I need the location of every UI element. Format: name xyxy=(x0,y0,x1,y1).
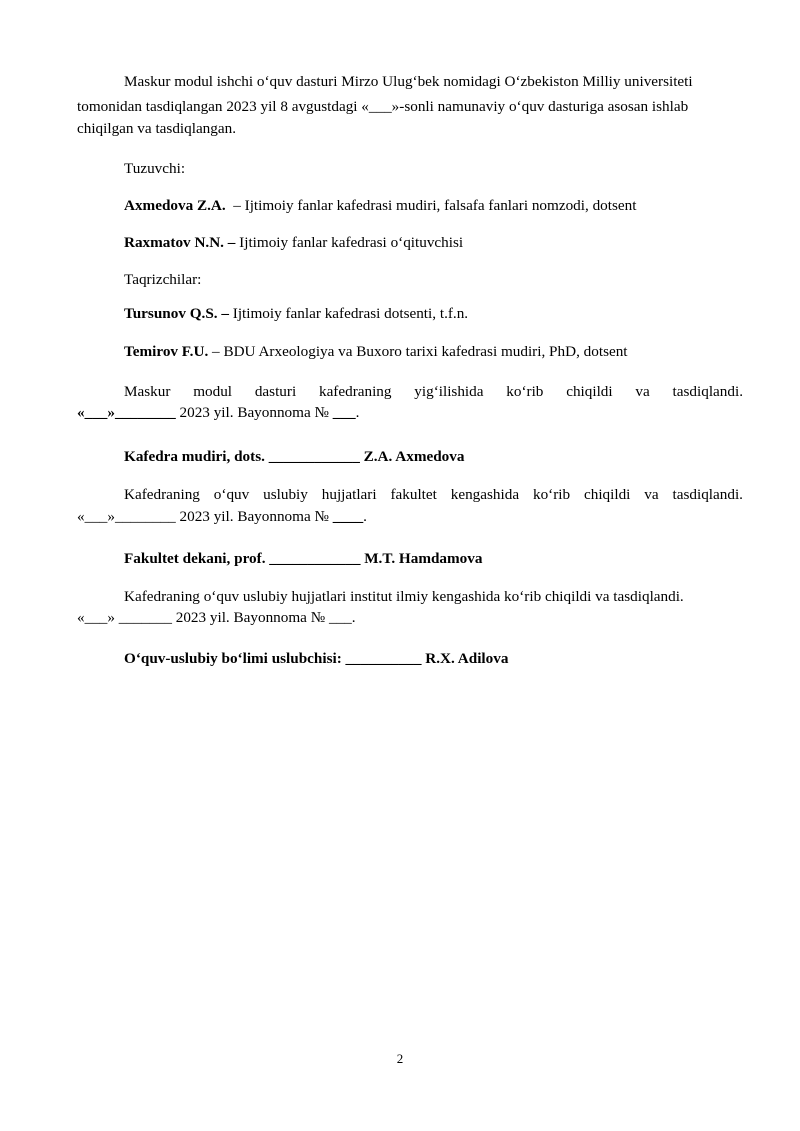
word: Maskur xyxy=(124,383,171,400)
word: modul xyxy=(193,383,233,400)
period: . xyxy=(355,404,360,421)
protocol-number-blank: ___ xyxy=(332,404,356,421)
reviewer-name: Temirov F.U. xyxy=(124,343,209,360)
word: o‘quv xyxy=(213,486,250,503)
reviewer-tursunov xyxy=(124,303,468,324)
signature-fakultet-dekani: Fakultet dekani, prof. ____________ M.T. Hamdamova xyxy=(124,550,483,567)
fakultet-approval-line-2 xyxy=(77,506,743,527)
date-line: «___»________ 2023 yil. Bayonnoma № xyxy=(77,508,333,525)
period: . xyxy=(363,508,367,525)
word: chiqildi xyxy=(566,383,613,400)
tuzuvchi-label: Tuzuvchi: xyxy=(124,160,186,177)
signature-kafedra-mudiri: Kafedra mudiri, dots. ____________ Z.A. Axmedova xyxy=(124,448,465,465)
word: va xyxy=(644,486,659,503)
reviewer-description: – BDU Arxeologiya va Buxoro tarixi kafedrasi mudiri, PhD, dotsent xyxy=(208,343,628,360)
protocol-number-blank: ____ xyxy=(332,508,364,525)
word: hujjatlari xyxy=(321,486,377,503)
word: tasdiqlandi. xyxy=(672,486,743,503)
signature-uslubchi: O‘quv-uslubiy bo‘limi uslubchisi: __________ R.X. Adilova xyxy=(124,650,509,667)
page-number: 2 xyxy=(396,1051,404,1066)
word: uslubiy xyxy=(263,486,308,503)
author-description: – Ijtimoiy fanlar kafedrasi mudiri, falsafa fanlari nomzodi, dotsent xyxy=(225,197,637,214)
intro-line-2: tomonidan tasdiqlangan 2023 yil 8 avgustdagi «___»-sonli namunaviy o‘quv dasturiga asosan ishlab xyxy=(77,98,689,115)
word: ko‘rib xyxy=(532,486,571,503)
author-description: Ijtimoiy fanlar kafedrasi o‘qituvchisi xyxy=(235,234,464,251)
reviewer-description: Ijtimoiy fanlar kafedrasi dotsenti, t.f.n. xyxy=(228,305,469,322)
word: kengashida xyxy=(450,486,520,503)
intro-line-3: chiqilgan va tasdiqlangan. xyxy=(77,120,237,137)
word: kafedraning xyxy=(318,383,392,400)
word: Kafedraning xyxy=(124,486,200,503)
institut-approval-line-1: Kafedraning o‘quv uslubiy hujjatlari institut ilmiy kengashida ko‘rib chiqildi va tasdiqlandi. xyxy=(124,588,684,605)
author-axmedova xyxy=(124,195,636,216)
reviewer-name: Tursunov Q.S. xyxy=(124,305,218,322)
word: chiqildi xyxy=(583,486,631,503)
intro-line-1: Maskur modul ishchi o‘quv dasturi Mirzo Ulug‘bek nomidagi O‘zbekiston Milliy universiteti xyxy=(124,73,693,90)
word: yig‘ilishida xyxy=(414,383,484,400)
date-blank: «___»________ xyxy=(77,404,176,421)
word: dasturi xyxy=(254,383,297,400)
author-name: Raxmatov N.N. xyxy=(124,234,224,251)
word: fakultet xyxy=(390,486,437,503)
fakultet-approval-line-1 xyxy=(124,484,743,505)
institut-approval-line-2: «___» _______ 2023 yil. Bayonnoma № ___. xyxy=(77,609,356,626)
word: ko‘rib xyxy=(506,383,544,400)
reviewer-temirov xyxy=(124,341,628,362)
reviewer-dash: – xyxy=(217,305,229,322)
author-name: Axmedova Z.A. xyxy=(124,197,226,214)
date-year-text: 2023 yil. Bayonnoma № xyxy=(175,404,333,421)
kafedra-approval-line-1 xyxy=(124,381,743,402)
author-raxmatov xyxy=(124,232,463,253)
word: va xyxy=(635,383,650,400)
word: tasdiqlandi. xyxy=(672,383,743,400)
kafedra-approval-line-2 xyxy=(77,402,743,423)
taqrizchilar-label: Taqrizchilar: xyxy=(124,271,202,288)
author-dash: – xyxy=(223,234,236,251)
